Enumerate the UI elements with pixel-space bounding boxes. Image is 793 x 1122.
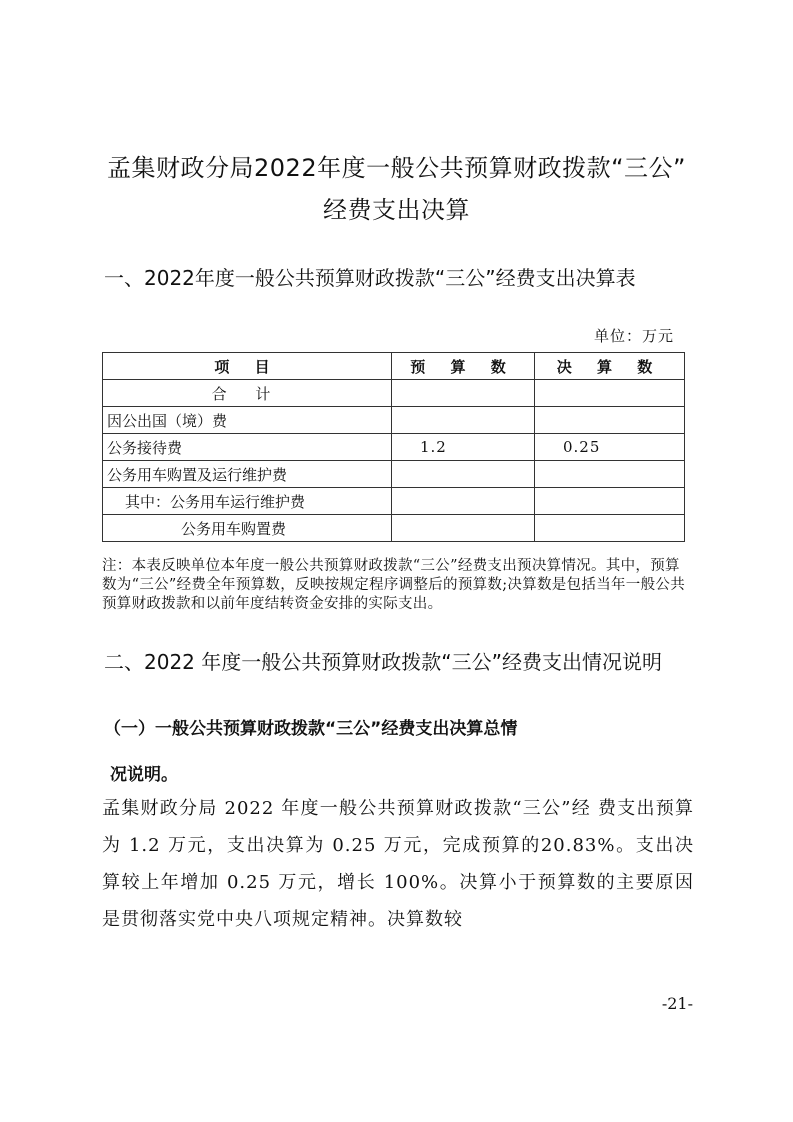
header-budget: 预 算 数	[392, 353, 535, 380]
row-budget	[392, 407, 535, 434]
page-number: -21-	[661, 994, 693, 1013]
document-title-line-1: 孟集财政分局2022年度一般公共预算财政拨款“三公”	[107, 154, 686, 182]
table-row	[103, 515, 685, 542]
row-actual	[535, 488, 685, 515]
header-actual: 决 算 数	[535, 353, 685, 380]
row-actual: 0.25	[535, 434, 685, 461]
table-row	[103, 407, 685, 434]
row-actual	[535, 461, 685, 488]
row-budget: 1.2	[392, 434, 535, 461]
table-row	[103, 380, 685, 407]
table-row	[103, 461, 685, 488]
table-row	[103, 488, 685, 515]
row-label: 因公出国（境）费	[103, 407, 392, 434]
body-paragraph: 孟集财政分局 2022 年度一般公共预算财政拨款“三公”经 费支出预算为 1.2 万元，支出决算为 0.25 万元，完成预算的20.83%。支出决算较上年增加 0.25 万元，增长 100%。决算小于预算数的主要原因是贯彻落实党中央八项规定精神。决算数较	[102, 798, 694, 930]
row-budget	[392, 488, 535, 515]
row-label: 其中：公务用车运行维护费	[103, 488, 392, 515]
table-row	[103, 434, 685, 461]
row-label: 公务接待费	[103, 434, 392, 461]
table-unit-label: 单位：万元	[593, 327, 674, 345]
table-header-row	[103, 353, 685, 380]
row-label: 公务用车购置费	[103, 515, 392, 542]
section-1-heading: 一、2022年度一般公共预算财政拨款“三公”经费支出决算表	[104, 266, 636, 290]
row-actual	[535, 380, 685, 407]
row-actual	[535, 515, 685, 542]
row-budget	[392, 461, 535, 488]
row-budget	[392, 515, 535, 542]
section-2-heading: 二、2022 年度一般公共预算财政拨款“三公”经费支出情况说明	[104, 650, 662, 674]
row-label: 公务用车购置及运行维护费	[103, 461, 392, 488]
subsection-1-heading: （一）一般公共预算财政拨款“三公”经费支出决算总情	[104, 719, 518, 739]
subsection-1-heading-cont: 况说明。	[110, 765, 178, 785]
document-title-line-2: 经费支出决算	[323, 196, 470, 224]
three-public-expenses-table	[102, 352, 685, 542]
row-budget	[392, 380, 535, 407]
header-item: 项 目	[103, 353, 392, 380]
table-note: 注：本表反映单位本年度一般公共预算财政拨款“三公”经费支出预决算情况。其中，预算数为“三公”经费全年预算数，反映按规定程序调整后的预算数;决算数是包括当年一般公共预算财政拨款和以前年度结转资金安排的实际支出。	[102, 558, 686, 612]
row-label-total: 合 计	[103, 380, 392, 407]
row-actual	[535, 407, 685, 434]
